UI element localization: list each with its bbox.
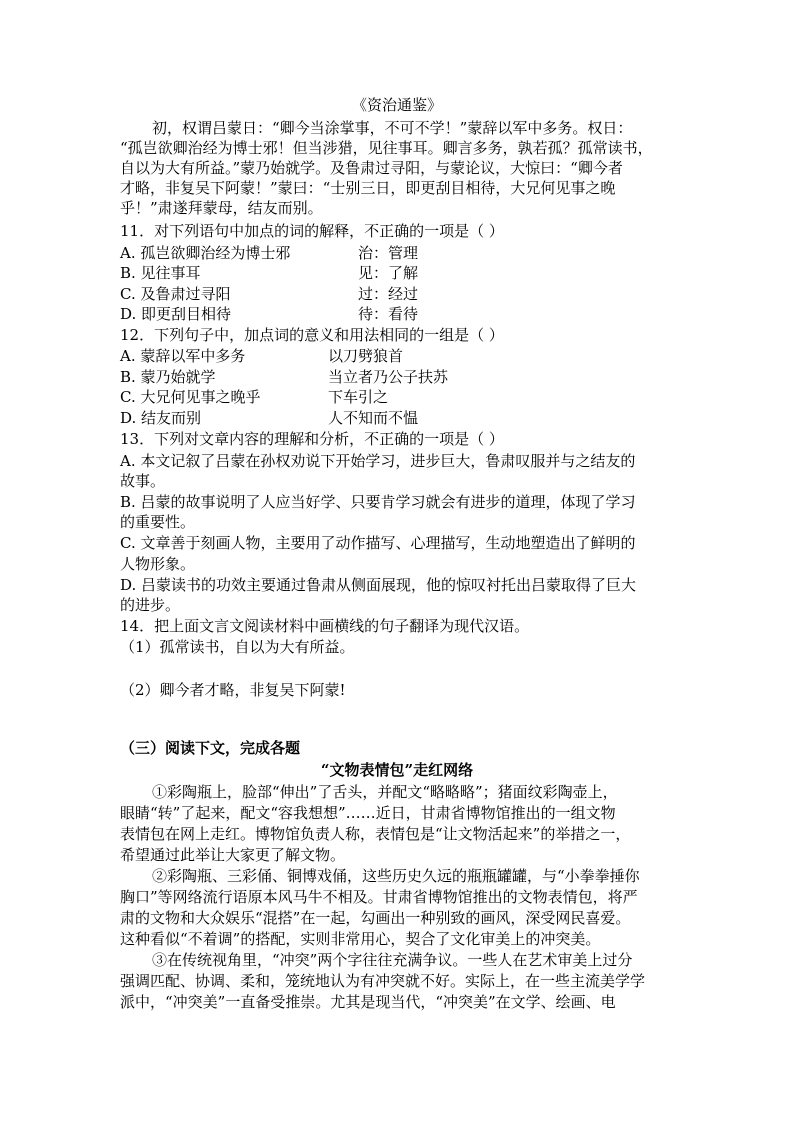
q13-line: A. 本文记叙了吕蒙在孙权劝说下开始学习，进步巨大，鲁肃叹服并与之结友的	[120, 452, 636, 470]
q13-line: 故事。	[120, 472, 166, 490]
passage-title: 《资治通鉴》	[351, 96, 442, 114]
passage-line: “孤岂欲卿治经为博士邪！但当涉猎，见往事耳。卿言多务，孰若孤？孤常读书，	[120, 139, 653, 157]
question-11-stem: 11．对下列语句中加点的词的解释，不正确的一项是（ ）	[120, 222, 504, 240]
article-line: 派中，“冲突美”一直备受推崇。尤其是现当代，“冲突美”在文学、绘画、电	[120, 993, 616, 1011]
passage-line: 自以为大有所益。”蒙乃始就学。及鲁肃过寻阳，与蒙论议，大惊曰：“卿今者	[120, 159, 623, 177]
section-3-article-title: “文物表情包”走红网络	[320, 761, 474, 779]
q13-line: 人物形象。	[120, 555, 196, 573]
article-line: 强调匹配、协调、柔和，笼统地认为有冲突就不好。实际上，在一些主流美学学	[120, 972, 646, 990]
question-12-stem: 12．下列句子中，加点词的意义和用法相同的一组是（ ）	[120, 326, 504, 344]
q13-line: B. 吕蒙的故事说明了人应当好学、只要肯学习就会有进步的道理，体现了学习	[120, 493, 636, 511]
q11-option-b: B. 见往事耳	[120, 264, 201, 282]
q13-line: 的重要性。	[120, 513, 196, 531]
article-line: ②彩陶瓶、三彩俑、铜博戏俑，这些历史久远的瓶瓶罐罐，与“小拳拳捶你	[152, 867, 640, 885]
q14-item-1: （1）孤常读书，自以为大有所益。	[120, 638, 355, 656]
article-line: ①彩陶瓶上，脸部“伸出”了舌头，并配文“略略略”；猪面纹彩陶壶上，	[152, 783, 618, 801]
passage-line: 才略，非复吴下阿蒙！”蒙曰：“士别三日，即更刮目相待，大兄何见事之晚	[120, 179, 616, 197]
q11-option-a-gloss: 治：管理	[358, 244, 419, 262]
section-3-heading: （三）阅读下文，完成各题	[120, 739, 301, 757]
q12-option-b: B. 蒙乃始就学	[120, 368, 216, 386]
question-13-stem: 13．下列对文章内容的理解和分析，不正确的一项是（ ）	[120, 430, 504, 448]
article-line: 希望通过此举让大家更了解文物。	[120, 846, 346, 864]
q11-option-a: A. 孤岂欲卿治经为博士邪	[120, 244, 291, 262]
article-line: 这种看似“不着调”的搭配，实则非常用心，契合了文化审美上的冲突美。	[120, 930, 601, 948]
question-14-stem: 14．把上面文言文阅读材料中画横线的句子翻译为现代汉语。	[120, 617, 530, 635]
q11-option-d-gloss: 待：看待	[358, 305, 419, 323]
q12-option-b-pair: 当立者乃公子扶苏	[328, 368, 449, 386]
q11-option-c-gloss: 过：经过	[358, 285, 419, 303]
article-line: 胸口”等网络流行语原本风马牛不相及。甘肃省博物馆推出的文物表情包，将严	[120, 888, 638, 906]
q11-option-b-gloss: 见：了解	[358, 264, 419, 282]
q12-option-a-pair: 以刀劈狼首	[328, 347, 404, 365]
q12-option-d: D. 结友而别	[120, 409, 202, 427]
q12-option-d-pair: 人不知而不愠	[328, 409, 419, 427]
q12-option-c: C. 大兄何见事之晚乎	[120, 388, 261, 406]
article-line: 肃的文物和大众娱乐“混搭”在一起，勾画出一种别致的画风，深受网民喜爱。	[120, 909, 631, 927]
q12-option-c-pair: 下车引之	[328, 388, 389, 406]
article-line: ③在传统视角里，“冲突”两个字往往充满争议。一些人在艺术审美上过分	[152, 951, 633, 969]
q12-option-a: A. 蒙辞以军中多务	[120, 347, 246, 365]
q11-option-c: C. 及鲁肃过寻阳	[120, 285, 231, 303]
q11-option-d: D. 即更刮目相待	[120, 305, 232, 323]
passage-line: 初，权谓吕蒙日：“卿今当涂掌事，不可不学！”蒙辞以军中多务。权日：	[152, 119, 633, 137]
q13-line: C. 文章善于刻画人物，主要用了动作描写、心理描写，生动地塑造出了鲜明的	[120, 534, 636, 552]
q13-line: 的进步。	[120, 596, 181, 614]
q13-line: D. 吕蒙读书的功效主要通过鲁肃从侧面展现，他的惊叹衬托出吕蒙取得了巨大	[120, 576, 637, 594]
article-line: 表情包在网上走红。博物馆负责人称，表情包是“让文物活起来”的举措之一，	[120, 825, 631, 843]
article-line: 眼睛“转”了起来，配文“容我想想”……近日，甘肃省博物馆推出的一组文物	[120, 804, 616, 822]
q14-item-2: （2）卿今者才略，非复吴下阿蒙!	[120, 681, 346, 699]
passage-line: 乎！”肃遂拜蒙母，结友而别。	[120, 199, 323, 217]
